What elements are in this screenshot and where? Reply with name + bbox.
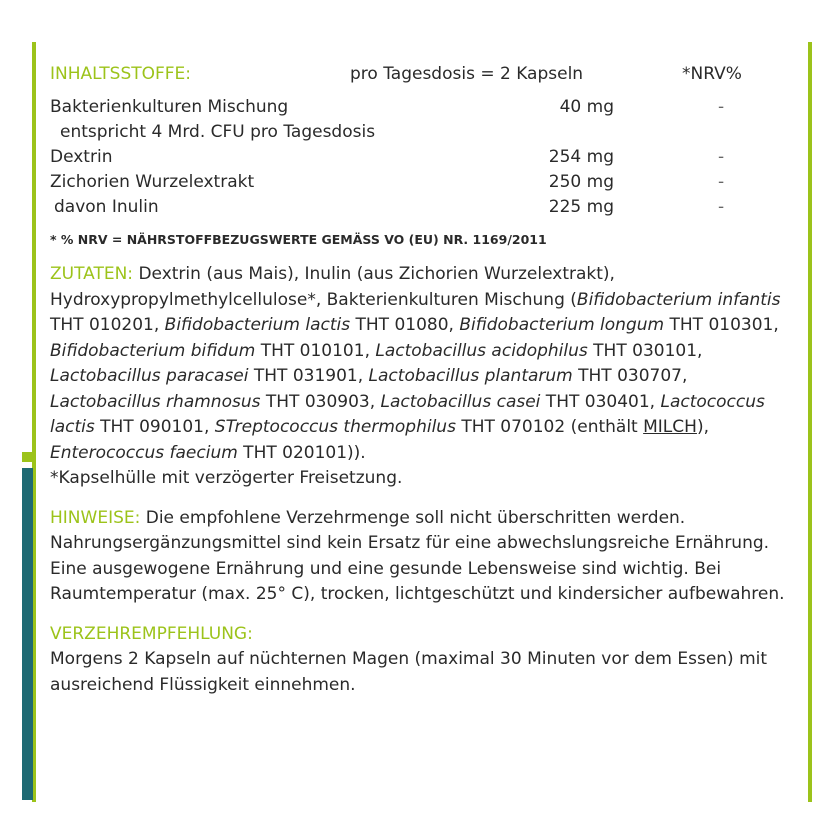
dose-header: pro Tagesdosis = 2 Kapseln — [350, 64, 584, 84]
ingredient-amount: 250 mg — [548, 172, 614, 192]
strain-name: Bifidobacterium longum — [459, 315, 665, 335]
strain-name: Lactobacillus plantarum — [368, 366, 573, 386]
strain-code: THT 020101)). — [237, 442, 366, 463]
strain-code: THT 01080, — [350, 315, 460, 335]
table-row — [50, 120, 802, 145]
strain-name: Lactobacillus paracasei — [50, 366, 249, 386]
strain-code: THT 030707, — [572, 366, 688, 386]
strain-name: Bifidobacterium lactis — [164, 315, 351, 335]
ingredient-name: entspricht 4 Mrd. CFU pro Tagesdosis — [60, 122, 376, 142]
verzehr-paragraph — [50, 622, 802, 699]
ingredient-amount: 225 mg — [548, 197, 614, 217]
strain-name: Bifidobacterium bifidum — [50, 340, 256, 361]
ingredient-amount: 40 mg — [559, 97, 614, 117]
table-row — [50, 195, 802, 220]
zutaten-label: ZUTATEN: — [50, 264, 134, 284]
verzehr-text: Morgens 2 Kapseln auf nüchternen Magen (maximal 30 Minuten vor dem Essen) mit ausreichend Flüssigkeit einnehmen. — [50, 649, 768, 695]
strain-code: THT 031901, — [248, 366, 369, 386]
strain-name: Lactobacillus casei — [380, 391, 541, 412]
ingredient-name: Bakterienkulturen Mischung — [50, 97, 289, 117]
hinweise-label: HINWEISE: — [50, 507, 141, 528]
strain-code: THT 030401, — [540, 391, 661, 412]
right-accent-line — [808, 42, 812, 802]
ingredient-name: davon Inulin — [54, 197, 159, 217]
strain-name: Lactobacillus rhamnosus — [50, 391, 261, 412]
ingredient-amount: 254 mg — [548, 147, 614, 167]
left-teal-bar — [22, 468, 33, 800]
strain-name: Lactococcus lactis — [50, 391, 765, 437]
nrv-footnote: * % NRV = NÄHRSTOFFBEZUGSWERTE GEMÄSS VO (EU) NR. 1169/2011 — [50, 232, 547, 247]
table-row — [50, 95, 802, 120]
ingredient-name: Dextrin — [50, 147, 113, 167]
strain-code: THT 010201, — [50, 315, 165, 335]
ingredients-title: INHALTSSTOFFE: — [50, 64, 192, 84]
ingredient-name: Zichorien Wurzelextrakt — [50, 172, 255, 192]
strain-name: Bifidobacterium infantis — [576, 289, 781, 310]
verzehr-label: VERZEHREMPFEHLUNG: — [50, 623, 253, 644]
strain-code: THT 010101, — [255, 340, 376, 361]
allergen-milch: MILCH — [643, 417, 697, 437]
capsule-note: *Kapselhülle mit verzögerter Freisetzung. — [50, 468, 403, 488]
ingredient-nrv: - — [718, 97, 725, 117]
strain-code: THT 030903, — [260, 391, 381, 412]
strain-name: STreptococcus thermophilus — [214, 417, 456, 437]
strain-code: THT 070102 (enthält — [455, 417, 644, 437]
ingredients-table-header — [50, 62, 802, 87]
strain-code: THT 030101, — [587, 340, 703, 361]
strain-name: Enterococcus faecium — [50, 442, 238, 463]
strain-name: Lactobacillus acidophilus — [375, 340, 588, 361]
allergen-close: ), — [696, 417, 709, 437]
hinweise-paragraph — [50, 506, 802, 608]
table-row — [50, 170, 802, 195]
nrv-header: *NRV% — [682, 64, 742, 84]
zutaten-intro: Dextrin (aus Mais), Inulin (aus Zichorien Wurzelextrakt), Hydroxypropylmethylcellulose*, Bakterienkulturen Mischung ( — [50, 264, 615, 310]
ingredient-nrv: - — [718, 197, 725, 217]
label-content — [50, 62, 802, 698]
left-accent-tick — [22, 452, 33, 462]
strain-code: THT 010301, — [664, 315, 779, 335]
strain-code: THT 090101, — [94, 417, 215, 437]
hinweise-text: Die empfohlene Verzehrmenge soll nicht überschritten werden. Nahrungsergänzungsmittel sind kein Ersatz für eine abwechslungsreiche Ernährung. Eine ausgewogene Ernährung und eine gesunde Lebensweise sind wichtig. Bei Raumtemperatur (max. 25° C), trocken, lichtgeschützt und kindersicher aufbewahren. — [50, 507, 785, 604]
ingredient-nrv: - — [718, 172, 725, 192]
ingredient-nrv: - — [718, 147, 725, 167]
table-row — [50, 145, 802, 170]
zutaten-paragraph — [50, 262, 802, 492]
